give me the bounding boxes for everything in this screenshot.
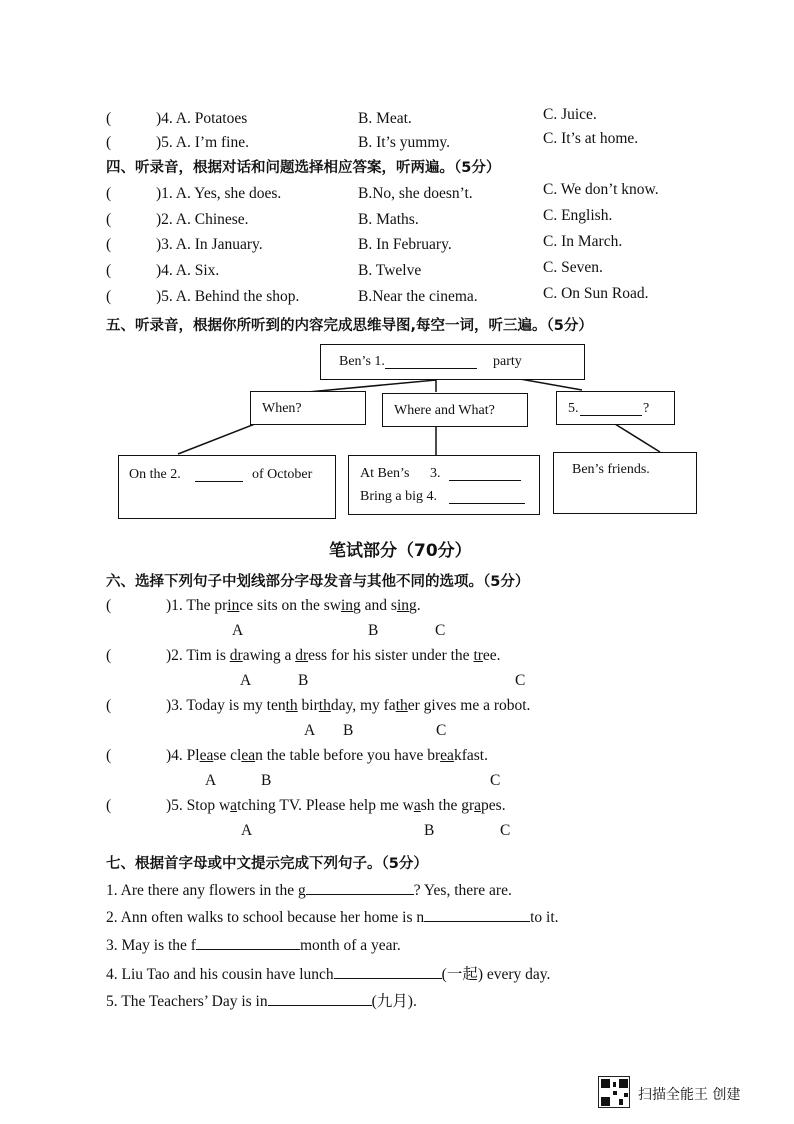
answer-paren[interactable]: (	[106, 236, 112, 253]
label-c: C	[436, 722, 447, 739]
answer-paren[interactable]: (	[106, 110, 112, 127]
fill-blank-2[interactable]	[424, 907, 530, 922]
underline-c: tr	[473, 647, 483, 664]
question-sentence: )3. Today is my tenth birthday, my father gives me a robot.	[166, 697, 531, 714]
fill-blank-3[interactable]	[196, 935, 300, 950]
option-c: C. On Sun Road.	[543, 285, 649, 302]
option-b: B. In February.	[358, 236, 452, 253]
blank-4[interactable]	[449, 489, 525, 504]
option-b: B. Meat.	[358, 110, 412, 127]
label-c: C	[515, 672, 526, 689]
option-a: )5. A. Behind the shop.	[156, 288, 300, 305]
answer-paren[interactable]: (	[106, 647, 112, 664]
answer-paren[interactable]: (	[106, 211, 112, 228]
part7-sentence-2: 2. Ann often walks to school because her home is n to it.	[106, 909, 559, 926]
underline-b: ea	[241, 747, 256, 764]
part4-heading: 四、听录音，根据对话和问题选择相应答案，听两遍。（5分）	[106, 160, 501, 176]
label-a: A	[304, 722, 316, 739]
label-c: C	[490, 772, 501, 789]
answer-paren[interactable]: (	[106, 185, 112, 202]
label-b: B	[298, 672, 309, 689]
option-c: C. We don’t know.	[543, 181, 659, 198]
option-b: B. Maths.	[358, 211, 419, 228]
option-b: B.No, she doesn’t.	[358, 185, 473, 202]
option-b: B. It’s yummy.	[358, 134, 451, 151]
friends-box	[553, 452, 697, 514]
label-c: C	[500, 822, 511, 839]
answer-paren[interactable]: (	[106, 597, 112, 614]
label-c: C	[435, 622, 446, 639]
label-a: A	[232, 622, 244, 639]
option-b: B.Near the cinema.	[358, 288, 478, 305]
label-b: B	[343, 722, 354, 739]
answer-paren[interactable]: (	[106, 797, 112, 814]
when-label: When?	[262, 401, 302, 416]
question-sentence: )1. The prince sits on the swing and sing.	[166, 597, 421, 614]
option-c: C. Seven.	[543, 259, 603, 276]
underline-a: ea	[199, 747, 214, 764]
question-sentence: )5. Stop watching TV. Please help me wash the grapes.	[166, 797, 506, 814]
date-box	[118, 455, 336, 519]
date-suffix: of October	[252, 467, 313, 482]
fill-blank-1[interactable]	[306, 880, 414, 895]
underline-c: a	[474, 797, 482, 814]
part7-sentence-1: 1. Are there any flowers in the g ? Yes, there are.	[106, 882, 512, 899]
question-sentence: )2. Tim is drawing a dress for his sister under the tree.	[166, 647, 501, 664]
place-box	[348, 455, 540, 515]
underline-c: ea	[440, 747, 454, 764]
label-b: B	[368, 622, 379, 639]
when-box	[250, 391, 366, 425]
option-c: C. It’s at home.	[543, 130, 639, 147]
question-sentence: )4. Please clean the table before you have breakfast.	[166, 747, 488, 764]
underline-c: th	[395, 697, 408, 714]
label-a: A	[241, 822, 253, 839]
mind-map-top-box	[320, 344, 585, 380]
date-prefix: On the 2.	[129, 467, 181, 482]
part7-sentence-4: 4. Liu Tao and his cousin have lunch (一起) every day.	[106, 966, 551, 983]
part5-heading: 五、听录音，根据你所听到的内容完成思维导图,每空一词，听三遍。（5分）	[106, 318, 593, 334]
answer-paren[interactable]: (	[106, 262, 112, 279]
option-b: B. Twelve	[358, 262, 422, 279]
answer-paren[interactable]: (	[106, 134, 112, 151]
part7-heading: 七、根据首字母或中文提示完成下列句子。（5分）	[106, 856, 428, 872]
option-c: C. In March.	[543, 233, 623, 250]
at-prefix: At Ben’s	[360, 466, 410, 481]
part6-heading: 六、选择下列句子中划线部分字母发音与其他不同的选项。（5分）	[106, 574, 530, 590]
blank-5[interactable]	[580, 401, 642, 416]
blank-1[interactable]	[385, 354, 477, 369]
label-b: B	[261, 772, 272, 789]
option-c: C. Juice.	[543, 106, 597, 123]
option-a: )4. A. Six.	[156, 262, 220, 279]
who-suffix: ?	[643, 401, 650, 416]
friends-label: Ben’s friends.	[572, 462, 650, 477]
underline-a: in	[227, 597, 240, 614]
option-a: )1. A. Yes, she does.	[156, 185, 282, 202]
part7-sentence-5: 5. The Teachers’ Day is in (九月).	[106, 993, 417, 1010]
option-c: C. English.	[543, 207, 613, 224]
answer-paren[interactable]: (	[106, 747, 112, 764]
bring-prefix: Bring a big 4.	[360, 489, 437, 504]
scanner-app-name: 扫描全能王	[638, 1087, 708, 1103]
top-box-suffix: party	[493, 354, 522, 369]
who-prefix: 5.	[568, 401, 579, 416]
answer-paren[interactable]: (	[106, 697, 112, 714]
scanner-action: 创建	[712, 1087, 741, 1103]
fill-blank-5[interactable]	[268, 991, 372, 1006]
blank-2[interactable]	[195, 467, 243, 482]
where-what-box	[382, 393, 528, 427]
option-a: )2. A. Chinese.	[156, 211, 249, 228]
answer-paren[interactable]: (	[106, 288, 112, 305]
underline-b: dr	[295, 647, 309, 664]
underline-a: a	[230, 797, 238, 814]
underline-a: dr	[229, 647, 243, 664]
at-number: 3.	[430, 466, 441, 481]
where-what-label: Where and What?	[394, 403, 495, 418]
option-a: )4. A. Potatoes	[156, 110, 248, 127]
option-a: )5. A. I’m fine.	[156, 134, 249, 151]
label-b: B	[424, 822, 435, 839]
qr-code-icon	[598, 1076, 630, 1108]
who-box	[556, 391, 675, 425]
blank-3[interactable]	[449, 466, 521, 481]
underline-b: in	[340, 597, 354, 614]
part7-sentence-3: 3. May is the f month of a year.	[106, 937, 401, 954]
written-section-title: 笔试部分（70分）	[329, 541, 472, 561]
underline-b: a	[413, 797, 421, 814]
label-a: A	[205, 772, 217, 789]
option-a: )3. A. In January.	[156, 236, 263, 253]
top-box-prefix: Ben’s 1.	[339, 354, 385, 369]
scanner-watermark	[638, 1084, 740, 1104]
label-a: A	[240, 672, 252, 689]
fill-blank-4[interactable]	[334, 964, 442, 979]
underline-c: in	[396, 597, 409, 614]
underline-b: th	[318, 697, 331, 714]
underline-a: th	[285, 697, 298, 714]
